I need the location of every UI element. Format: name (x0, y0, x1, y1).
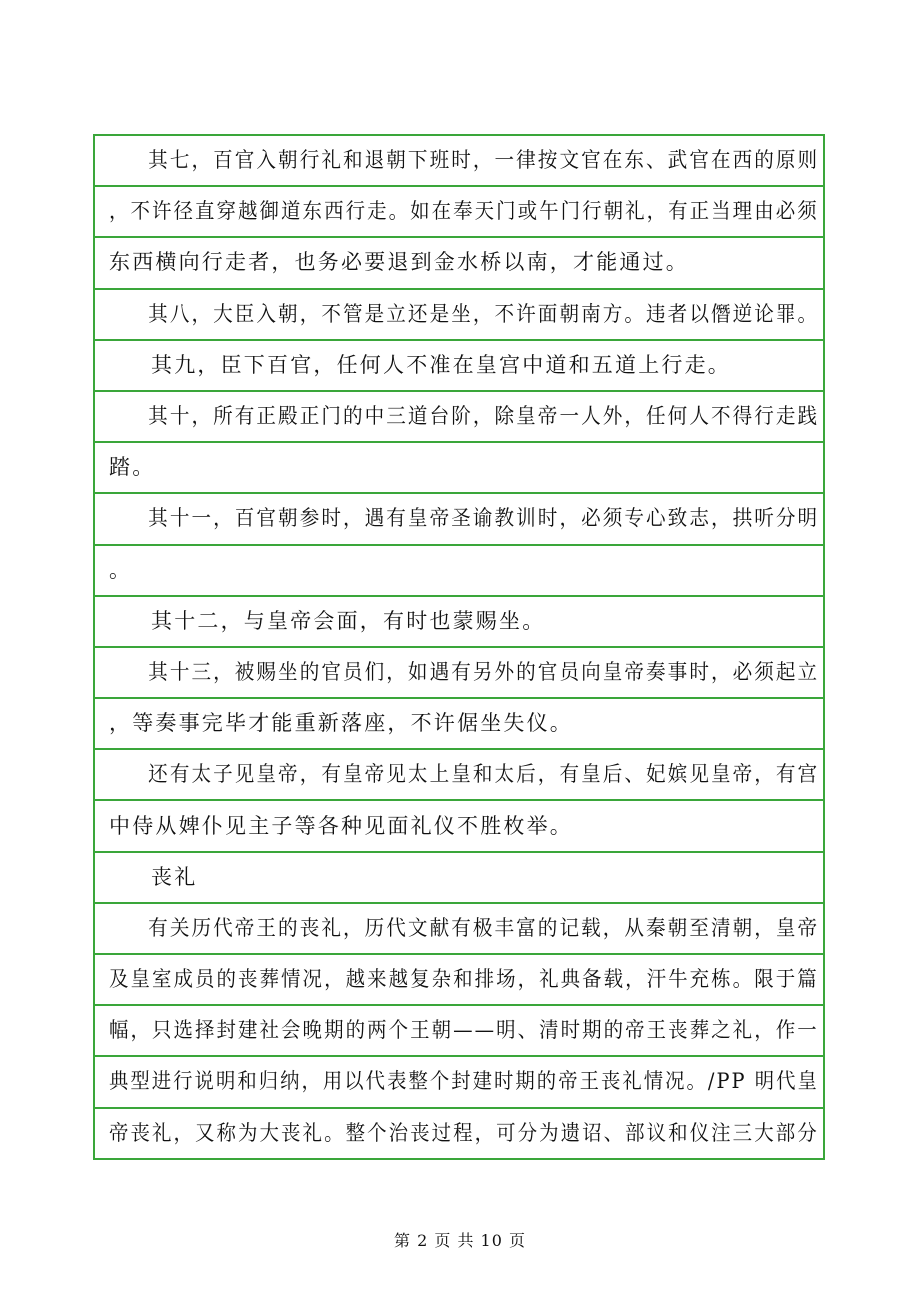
text-line: 及皇室成员的丧葬情况，越来越复杂和排场，礼典备载，汗牛充栋。限于篇 (109, 967, 819, 992)
text-line-row (95, 494, 823, 545)
text-line: ，不许径直穿越御道东西行走。如在奉天门或午门行朝礼，有正当理由必须 (109, 199, 819, 224)
text-line-row (95, 801, 823, 852)
text-line-row (95, 290, 823, 341)
text-line-row (95, 238, 823, 289)
text-line: 其十三，被赐坐的官员们，如遇有另外的官员向皇帝奏事时，必须起立 (148, 659, 820, 684)
text-line: 其八，大臣入朝，不管是立还是坐，不许面朝南方。违者以僭逆论罪。 (148, 301, 820, 326)
text-line-row (95, 1006, 823, 1057)
text-line: 帝丧礼，又称为大丧礼。整个治丧过程，可分为遗诏、部议和仪注三大部分 (109, 1120, 819, 1145)
text-line: 其十，所有正殿正门的中三道台阶，除皇帝一人外，任何人不得行走践 (148, 404, 820, 429)
text-line-row (95, 648, 823, 699)
text-line-row (95, 597, 823, 648)
text-line-row (95, 341, 823, 392)
text-line: 其七，百官入朝行礼和退朝下班时，一律按文官在东、武官在西的原则 (148, 148, 820, 173)
text-line-row (95, 955, 823, 1006)
text-line-row (95, 136, 823, 187)
text-line-row (95, 699, 823, 750)
text-line: 其十二，与皇帝会面，有时也蒙赐坐。 (151, 608, 546, 633)
ruled-text-grid (93, 134, 825, 1160)
text-line: 。 (109, 557, 133, 582)
text-line: 还有太子见皇帝，有皇帝见太上皇和太后，有皇后、妃嫔见皇帝，有宫 (148, 762, 820, 787)
text-line-row (95, 392, 823, 443)
text-line: 丧礼 (151, 864, 198, 889)
text-line: 幅，只选择封建社会晚期的两个王朝——明、清时期的帝王丧葬之礼，作一 (109, 1018, 819, 1043)
text-line: 踏。 (109, 455, 156, 480)
page-footer: 第 2 页 共 10 页 (394, 1231, 526, 1250)
text-line-row (95, 750, 823, 801)
text-line: ，等奏事完毕才能重新落座，不许倨坐失仪。 (109, 711, 573, 736)
text-line-row (95, 1109, 823, 1160)
text-line-row (95, 853, 823, 904)
text-line: 其九，臣下百官，任何人不准在皇宫中道和五道上行走。 (151, 352, 731, 377)
text-line: 有关历代帝王的丧礼，历代文献有极丰富的记载，从秦朝至清朝，皇帝 (148, 915, 820, 940)
text-line: 典型进行说明和归纳，用以代表整个封建时期的帝王丧礼情况。/PP 明代皇 (109, 1069, 819, 1094)
text-line-row (95, 1057, 823, 1108)
text-line: 中侍从婢仆见主子等各种见面礼仪不胜枚举。 (109, 813, 573, 838)
text-line-row (95, 546, 823, 597)
text-line: 其十一，百官朝参时，遇有皇帝圣谕教训时，必须专心致志，拱听分明 (148, 506, 820, 531)
text-line-row (95, 187, 823, 238)
text-line-row (95, 443, 823, 494)
text-line-row (95, 904, 823, 955)
text-line: 东西横向行走者，也务必要退到金水桥以南，才能通过。 (109, 250, 689, 275)
